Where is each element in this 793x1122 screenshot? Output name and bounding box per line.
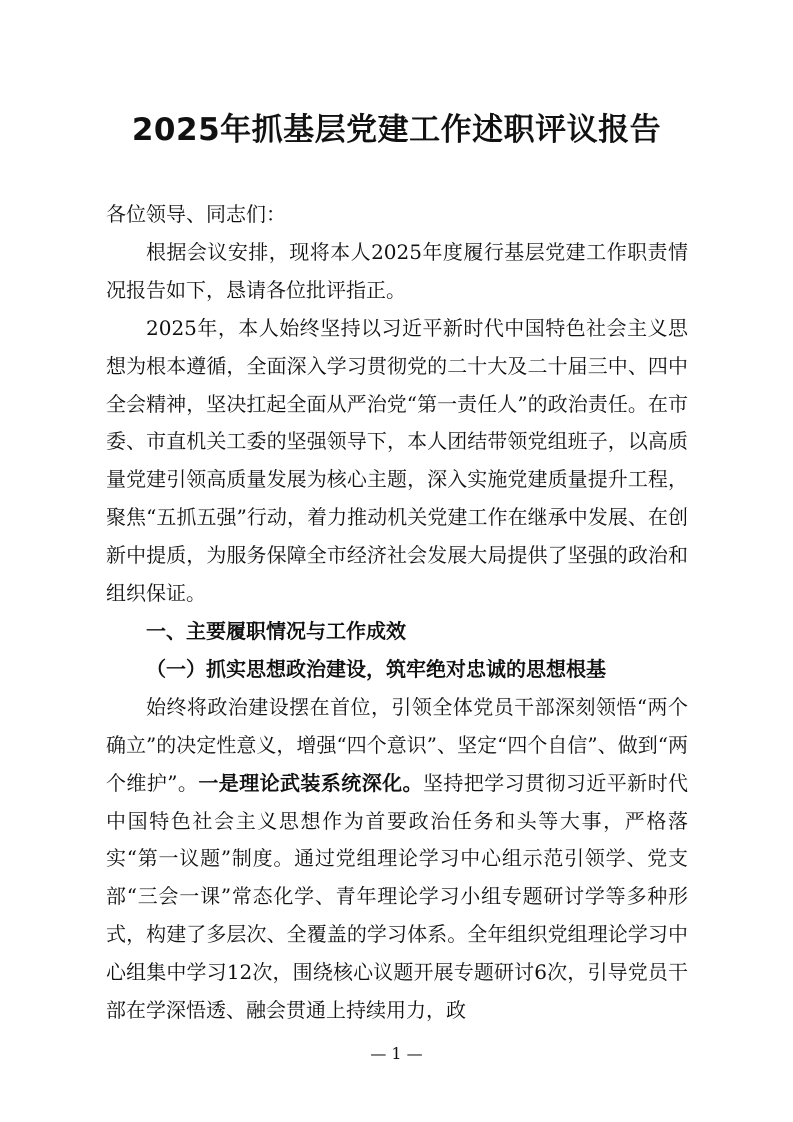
paragraph-text-part-2: 坚持把学习贯彻习近平新时代中国特色社会主义思想作为首要政治任务和头等大事，严格落实“第一议题”制度。通过党组理论学习中心组示范引领学、党支部“三会一课”常态化学、青年理论学习小组专题研讨学等多种形式，构建了多层次、全覆盖的学习体系。全年组织党组理论学习中心组集中学习12次，围绕核心议题开展专题研讨6次，引导党员干部在学深悟透、融会贯通上持续用力，政 xyxy=(106,770,688,1023)
section-heading-1: 一、主要履职情况与工作成效 xyxy=(146,618,406,643)
paragraph-text-part-1: 始终将政治建设摆在首位，引领全体党员干部深刻领悟“两个确立”的决定性意义，增强“四个意识”、坚定“四个自信”、做到“两个维护”。 xyxy=(106,694,688,795)
intro-paragraph: 根据会议安排，现将本人2025年度履行基层党建工作职责情况报告如下，恳请各位批评指正。 xyxy=(106,239,688,302)
body-paragraph-1 xyxy=(106,689,688,1030)
document-title: 2025年抓基层党建工作述职评议报告 xyxy=(131,112,662,148)
salutation: 各位领导、同志们： xyxy=(106,202,286,226)
overview-paragraph: 2025年，本人始终坚持以习近平新时代中国特色社会主义思想为根本遵循，全面深入学习贯彻党的二十大及二十届三中、四中全会精神，坚决扛起全面从严治党“第一责任人”的政治责任。在市委、市直机关工委的坚强领导下，本人团结带领党组班子，以高质量党建引领高质量发展为核心主题，深入实施党建质量提升工程，聚焦“五抓五强”行动，着力推动机关党建工作在继承中发展、在创新中提质，为服务保障全市经济社会发展大局提供了坚强的政治和组织保证。 xyxy=(106,315,688,606)
document-body xyxy=(106,196,688,1030)
emphasis-text: 一是理论武装系统深化。 xyxy=(198,770,423,795)
subsection-heading-1: （一）抓实思想政治建设，筑牢绝对忠诚的思想根基 xyxy=(146,656,606,681)
page-number: — 1 — xyxy=(370,1044,423,1063)
